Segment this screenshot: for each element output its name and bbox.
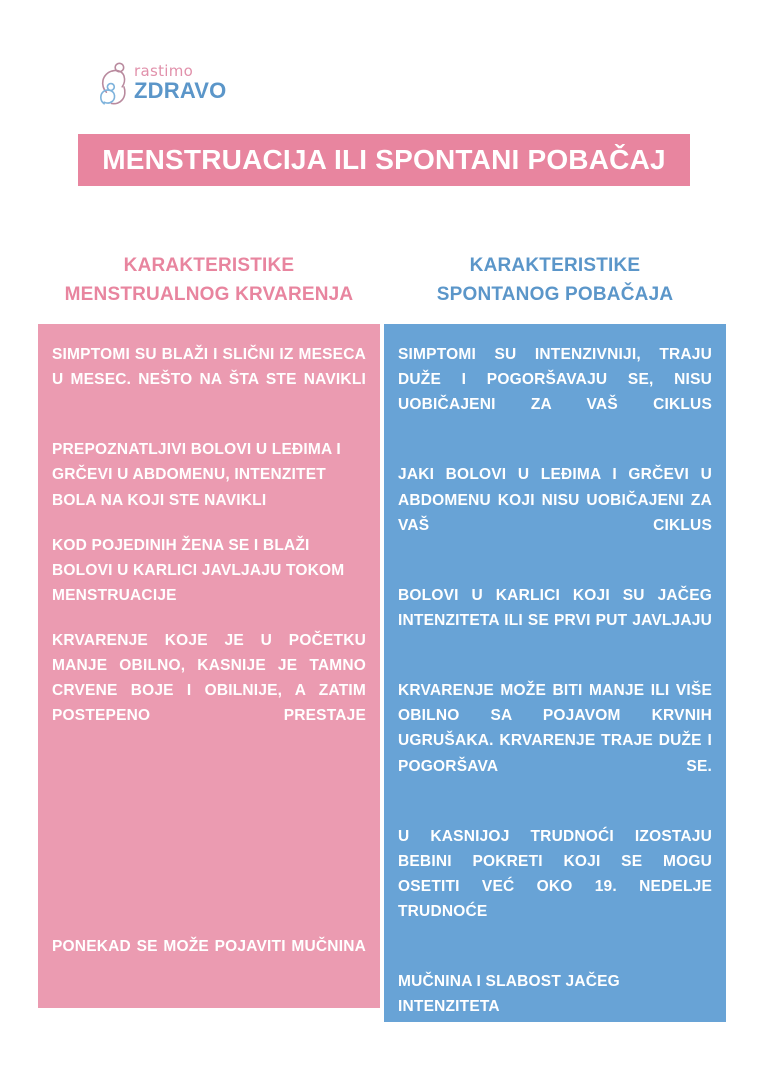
logo-word-zdravo: ZDRAVO (134, 78, 227, 103)
list-item: SIMPTOMI SU BLAŽI I SLIČNI IZ MESECA U MESEC. NEŠTO NA ŠTA STE NAVIKLI (52, 346, 366, 389)
left-column-header (38, 252, 380, 309)
right-column-header (384, 252, 726, 309)
logo-word-rastimo: rastimo (134, 62, 194, 80)
miscarriage-panel (384, 324, 726, 1022)
page-title: MENSTRUACIJA ILI SPONTANI POBAČAJ (102, 144, 666, 175)
list-item: BOLOVI U KARLICI KOJI SU JAČEG INTENZITETA ILI SE PRVI PUT JAVLJAJU (398, 586, 712, 629)
logo-wordmark (134, 64, 226, 102)
brand-logo (96, 60, 226, 106)
right-column-header-line1: KARAKTERISTIKE (469, 255, 641, 276)
list-item: KOD POJEDINIH ŽENA SE I BLAŽI BOLOVI U KARLICI JAVLJAJU TOKOM MENSTRUACIJE (52, 536, 345, 604)
list-item: PONEKAD SE MOŽE POJAVITI MUČNINA (52, 937, 366, 955)
list-item: U KASNIJOJ TRUDNOĆI IZOSTAJU BEBINI POKRETI KOJI SE MOGU OSETITI VEĆ OKO 19. NEDELJE TRUDNOĆE (398, 827, 712, 921)
mother-and-child-icon (96, 60, 130, 106)
right-column-header-line2: SPONTANOG POBAČAJA (436, 283, 674, 305)
left-column-header-line2: MENSTRUALNOG KRVARENJA (64, 283, 354, 305)
page-title-banner (78, 134, 690, 186)
list-item: PREPOZNATLJIVI BOLOVI U LEĐIMA I GRČEVI U ABDOMENU, INTENZITET BOLA NA KOJI STE NAVIKLI (52, 441, 341, 509)
list-item: SIMPTOMI SU INTENZIVNIJI, TRAJU DUŽE I POGORŠAVAJU SE, NISU UOBIČAJENI ZA VAŠ CIKLUS (398, 346, 712, 414)
list-item: KRVARENJE MOŽE BITI MANJE ILI VIŠE OBILNO SA POJAVOM KRVNIH UGRUŠAKA. KRVARENJE TRAJE DUŽE I POGORŠAVA SE. (398, 682, 712, 775)
list-item: JAKI BOLOVI U LEĐIMA I GRČEVI U ABDOMENU KOJI NISU UOBIČAJENI ZA VAŠ CIKLUS (398, 466, 712, 534)
menstrual-bleeding-panel (38, 324, 380, 1008)
left-column-header-line1: KARAKTERISTIKE (123, 255, 295, 276)
list-item: MUČNINA I SLABOST JAČEG INTENZITETA (398, 973, 620, 1016)
panel-spacer (52, 774, 366, 934)
list-item: KRVARENJE KOJE JE U POČETKU MANJE OBILNO, KASNIJE JE TAMNO CRVENE BOJE I OBILNIJE, A ZATIM POSTEPENO PRESTAJE (52, 631, 366, 725)
